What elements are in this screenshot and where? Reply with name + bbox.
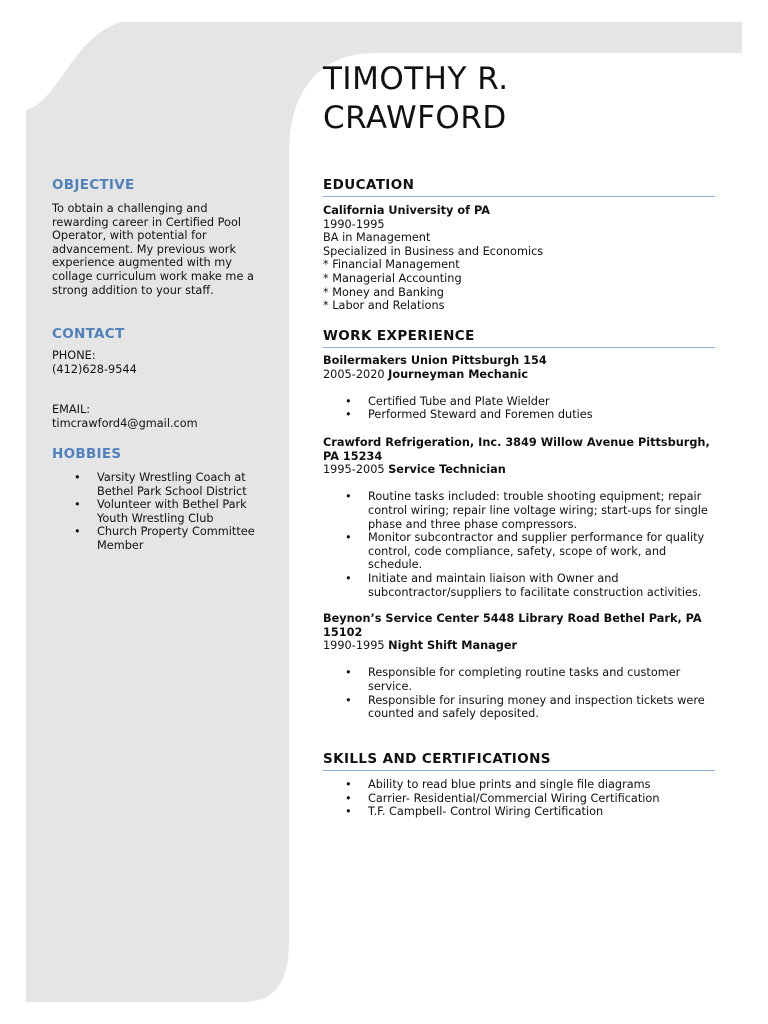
skills-list [323,778,715,819]
job-duties [323,490,715,599]
education-block [323,204,715,313]
job-title: Journeyman Mechanic [388,367,529,381]
objective-text: To obtain a challenging and rewarding career in Certified Pool Operator, with potential for advancement. My previous work experience augmented with my collage curriculum work make me a strong addition to your staff. [52,202,254,297]
job-employer: Boilermakers Union Pittsburgh 154 [323,354,547,367]
job-years: 2005-2020 [323,367,389,381]
candidate-name [323,60,509,138]
list-item: • Church Property Committee Member [52,525,267,552]
list-item: • Ability to read blue prints and single file diagrams [323,778,715,792]
work-heading: WORK EXPERIENCE [323,328,715,348]
skills-heading: SKILLS AND CERTIFICATIONS [323,751,715,771]
email-label: EMAIL: [52,403,91,417]
list-item: • Certified Tube and Plate Wielder [323,395,715,409]
job-entry [323,436,715,599]
degree: BA in Management [323,231,431,245]
list-item: • Carrier- Residential/Commercial Wiring Certification [323,792,715,806]
course: * Financial Management [323,258,460,272]
job-employer: Crawford Refrigeration, Inc. 3849 Willow Avenue Pittsburgh, PA 15234 [323,436,710,463]
course: * Money and Banking [323,285,444,299]
skills-block [323,778,715,819]
job-duties [323,395,715,422]
course: * Labor and Relations [323,299,445,313]
list-item: • Routine tasks included: trouble shooting equipment; repair control wiring; repair line voltage wiring; start-ups for single phase and three phase compressors. [323,490,715,531]
phone-value: (412)628-9544 [52,362,137,376]
list-item: • Initiate and maintain liaison with Owner and subcontractor/suppliers to facilitate construction activities. [323,572,715,599]
list-item: • Volunteer with Bethel Park Youth Wrestling Club [52,498,267,525]
course: * Managerial Accounting [323,271,462,285]
list-item: • Responsible for completing routine tasks and customer service. [323,666,715,693]
school-name: California University of PA [323,204,490,217]
job-years-title [323,639,715,653]
education-heading: EDUCATION [323,177,715,197]
job-years: 1990-1995 [323,639,389,653]
job-title: Service Technician [388,463,506,477]
job-employer: Beynon’s Service Center 5448 Library Road Bethel Park, PA 15102 [323,612,702,639]
name-line-1: TIMOTHY R. [323,61,509,97]
list-item: • Varsity Wrestling Coach at Bethel Park School District [52,471,267,498]
list-item: • T.F. Campbell- Control Wiring Certification [323,805,715,819]
education-years: 1990-1995 [323,217,385,231]
specialization: Specialized in Business and Economics [323,244,544,258]
name-line-2: CRAWFORD [323,100,507,136]
job-title: Night Shift Manager [388,639,518,653]
contact-heading: CONTACT [52,326,125,342]
job-entry [323,354,715,422]
job-entry [323,612,715,721]
contact-block [52,349,267,431]
job-years-title [323,463,715,477]
list-item: • Monitor subcontractor and supplier performance for quality control, code compliance, safety, scope of work, and schedule. [323,531,715,572]
list-item: • Responsible for insuring money and inspection tickets were counted and safely deposited. [323,694,715,721]
email-value: timcrawford4@gmail.com [52,416,198,430]
job-duties [323,666,715,720]
phone-label: PHONE: [52,349,96,362]
objective-heading: OBJECTIVE [52,177,135,193]
job-years-title [323,368,715,382]
list-item: • Performed Steward and Foremen duties [323,408,715,422]
hobbies-list [52,471,267,553]
hobbies-heading: HOBBIES [52,446,122,462]
job-years: 1995-2005 [323,463,389,477]
